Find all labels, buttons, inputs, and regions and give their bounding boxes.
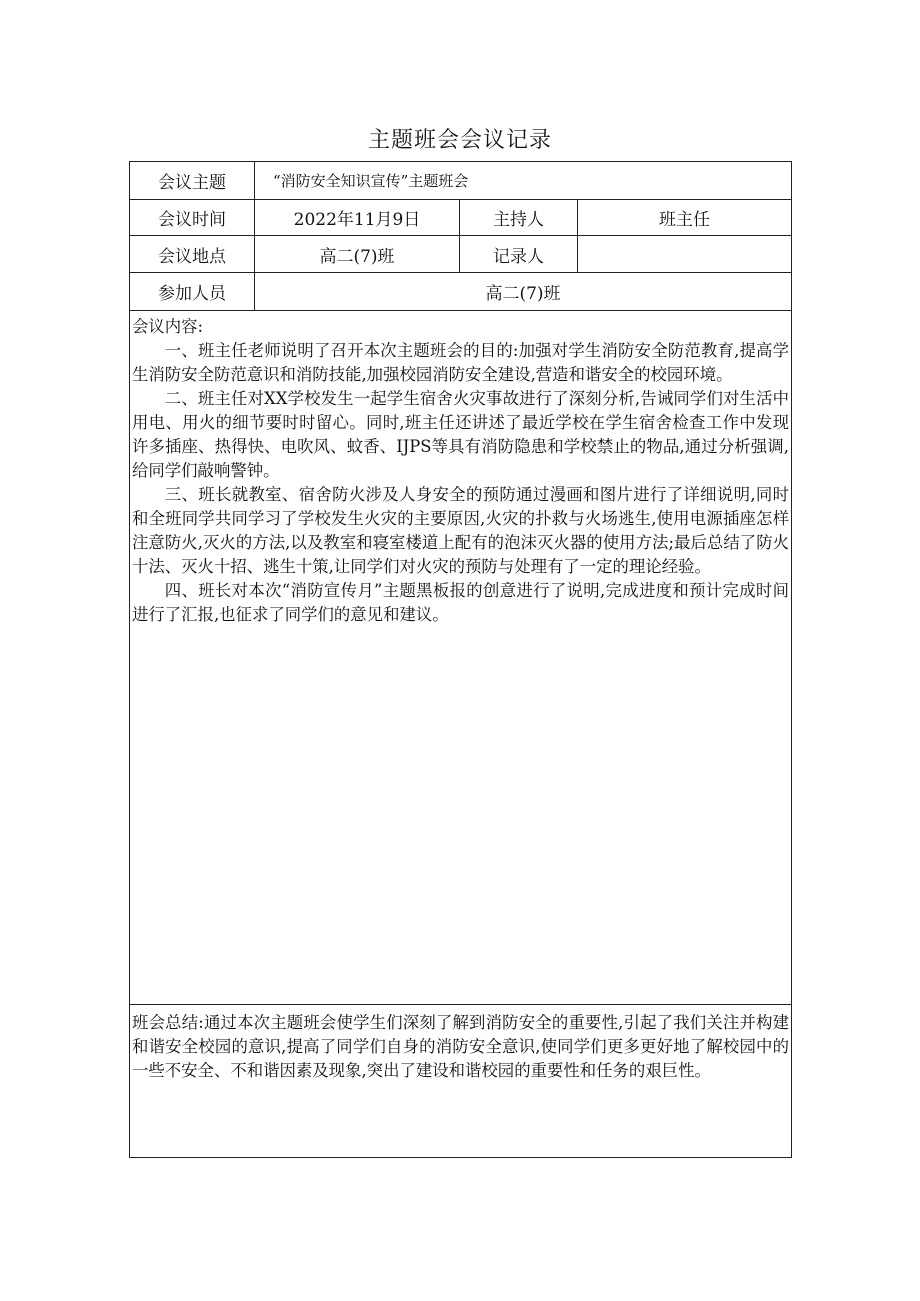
topic-value: “消防安全知识宣传”主题班会 bbox=[255, 162, 792, 200]
content-paragraph-3: 三、班长就教室、宿舍防火涉及人身安全的预防通过漫画和图片进行了详细说明,同时和全班同学共同学习了学校发生火灾的主要原因,火灾的扑救与火场逃生,使用电源插座怎样注意防火,灭火的方法,以及教室和寝室楼道上配有的泡沫灭火器的使用方法;最后总结了防火十法、灭火十招、逃生十策,让同学们对火灾的预防与处理有了一定的理论经验。 bbox=[132, 485, 790, 576]
recorder-label: 记录人 bbox=[460, 236, 578, 273]
content-heading: 会议内容: bbox=[132, 317, 204, 336]
time-row bbox=[130, 200, 792, 236]
content-paragraph-4: 四、班长对本次“消防宣传月”主题黑板报的创意进行了说明,完成进度和预计完成时间进行了汇报,也征求了同学们的意见和建议。 bbox=[132, 581, 790, 624]
meeting-content bbox=[130, 311, 792, 1005]
recorder-value bbox=[578, 236, 792, 273]
attendees-row bbox=[130, 273, 792, 311]
place-row bbox=[130, 236, 792, 273]
place-value: 高二(7)班 bbox=[255, 236, 460, 273]
page-title: 主题班会会议记录 bbox=[367, 128, 552, 153]
content-paragraph-2: 二、班主任对XX学校发生一起学生宿舍火灾事故进行了深刻分析,告诫同学们对生活中用电、用火的细节要时时留心。同时,班主任还讲述了最近学校在学生宿舍检查工作中发现许多插座、热得快、电吹风、蚊香、IJPS等具有消防隐患和学校禁止的物品,通过分析强调,给同学们敲响警钟。 bbox=[132, 389, 790, 480]
topic-label: 会议主题 bbox=[130, 162, 255, 200]
time-value: 2022年11月9日 bbox=[255, 200, 460, 236]
host-value: 班主任 bbox=[578, 200, 792, 236]
time-label: 会议时间 bbox=[130, 200, 255, 236]
meeting-record-table bbox=[129, 161, 792, 1158]
attendees-label: 参加人员 bbox=[130, 273, 255, 311]
attendees-value: 高二(7)班 bbox=[255, 273, 792, 311]
summary-row bbox=[130, 1005, 792, 1158]
topic-row bbox=[130, 162, 792, 200]
host-label: 主持人 bbox=[460, 200, 578, 236]
meeting-summary: 班会总结:通过本次主题班会使学生们深刻了解到消防安全的重要性,引起了我们关注并构建和谐安全校园的意识,提高了同学们自身的消防安全意识,使同学们更多更好地了解校园中的一些不安全、不和谐因素及现象,突出了建设和谐校园的重要性和任务的艰巨性。 bbox=[130, 1005, 792, 1158]
content-row bbox=[130, 311, 792, 1005]
content-paragraph-1: 一、班主任老师说明了召开本次主题班会的目的:加强对学生消防安全防范教育,提高学生消防安全防范意识和消防技能,加强校园消防安全建设,营造和谐安全的校园环境。 bbox=[132, 341, 790, 384]
place-label: 会议地点 bbox=[130, 236, 255, 273]
